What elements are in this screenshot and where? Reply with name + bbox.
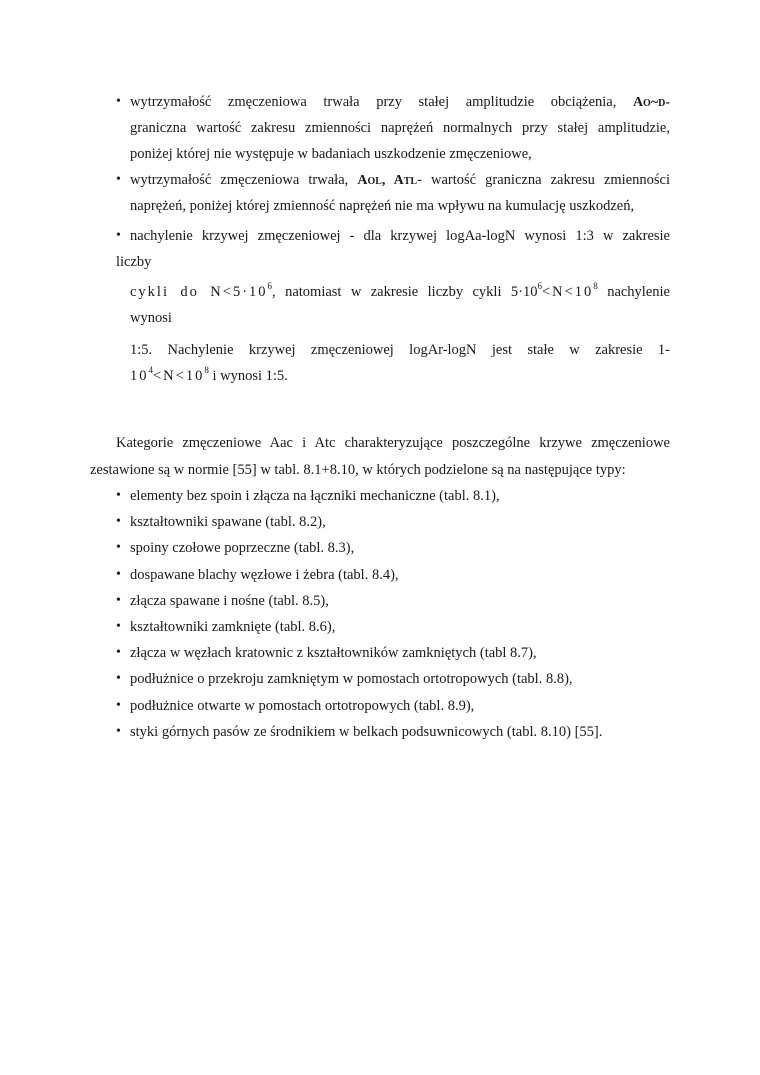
- list-item: kształtowniki zamknięte (tabl. 8.6),: [130, 619, 336, 635]
- item3-frag-b: , natomiast w zakresie liczby cykli 5·10: [272, 284, 538, 300]
- symbol-aol-atl: Aol, Atl: [357, 173, 418, 188]
- item1-text: wytrzymałość zmęczeniowa trwała przy stałej amplitudzie obciążenia,: [130, 94, 617, 110]
- item3-frag-a: cykli do N<5·10: [130, 284, 268, 300]
- bullet-marker: •: [116, 645, 121, 660]
- item1-line1: [130, 92, 670, 113]
- item3-frag-d: nachylenie: [597, 284, 670, 300]
- list-item: elementy bez spoin i złącza na łączniki mechaniczne (tabl. 8.1),: [130, 488, 500, 504]
- bullet-marker: •: [116, 94, 121, 109]
- item3-frag-e: 10: [130, 368, 149, 384]
- symbol-ao-d: Ao~d-: [632, 95, 670, 110]
- bullet-marker: •: [116, 593, 121, 608]
- list-item: kształtowniki spawane (tabl. 8.2),: [130, 514, 326, 530]
- bullet-marker: •: [116, 228, 121, 243]
- item3-line4: wynosi: [130, 310, 172, 326]
- item1-line3: poniżej której nie występuje w badaniach uszkodzenie zmęczeniowe,: [130, 146, 532, 162]
- item2-line2: naprężeń, poniżej której zmienność naprężeń nie ma wpływu na kumulację uszkodzeń,: [130, 198, 635, 214]
- exponent: 6: [267, 281, 273, 291]
- bullet-marker: •: [116, 671, 121, 686]
- bullet-marker: •: [116, 540, 121, 555]
- item3-frag-f: <N<10: [153, 368, 205, 384]
- item3-line3: [130, 282, 670, 302]
- list-item: złącza spawane i nośne (tabl. 8.5),: [130, 593, 329, 609]
- bullet-marker: •: [116, 724, 121, 739]
- item2-text-pre: wytrzymałość zmęczeniowa trwała,: [130, 172, 349, 188]
- paragraph-line2: zestawione są w normie [55] w tabl. 8.1+8.10, w których podzielone są na następujące typy:: [90, 462, 626, 478]
- item3-line2: liczby: [116, 254, 152, 270]
- item2-line1: [130, 170, 670, 191]
- bullet-marker: •: [116, 567, 121, 582]
- list-item: podłużnice otwarte w pomostach ortotropowych (tabl. 8.9),: [130, 698, 475, 714]
- item3-line1: nachylenie krzywej zmęczeniowej - dla krzywej logAa-logN wynosi 1:3 w zakresie: [130, 228, 670, 244]
- exponent: 6: [537, 281, 542, 291]
- list-item: dospawane blachy węzłowe i żebra (tabl. 8.4),: [130, 567, 399, 583]
- item3-line5: 1:5. Nachylenie krzywej zmęczeniowej logAr-logN jest stałe w zakresie 1-: [130, 342, 670, 358]
- exponent: 4: [148, 365, 153, 375]
- bullet-marker: •: [116, 698, 121, 713]
- bullet-marker: •: [116, 619, 121, 634]
- bullet-marker: •: [116, 488, 121, 503]
- exponent: 8: [593, 281, 598, 291]
- item2-text-post: - wartość graniczna zakresu zmienności: [417, 172, 670, 188]
- exponent: 8: [204, 365, 209, 375]
- item3-frag-g: i wynosi 1:5.: [208, 368, 288, 384]
- paragraph-line1: Kategorie zmęczeniowe Aac i Atc charakteryzujące poszczególne krzywe zmęczeniowe: [116, 435, 670, 451]
- list-item: styki górnych pasów ze środnikiem w belkach podsuwnicowych (tabl. 8.10) [55].: [130, 724, 603, 740]
- list-item: podłużnice o przekroju zamkniętym w pomostach ortotropowych (tabl. 8.8),: [130, 671, 573, 687]
- bullet-marker: •: [116, 172, 121, 187]
- item1-line2: graniczna wartość zakresu zmienności naprężeń normalnych przy stałej amplitudzie,: [130, 120, 670, 136]
- list-item: złącza w węzłach kratownic z kształtowników zamkniętych (tabl 8.7),: [130, 645, 537, 661]
- bullet-marker: •: [116, 514, 121, 529]
- list-item: spoiny czołowe poprzeczne (tabl. 8.3),: [130, 540, 355, 556]
- item3-frag-c: <N<10: [541, 284, 594, 300]
- item3-line6: [130, 366, 288, 386]
